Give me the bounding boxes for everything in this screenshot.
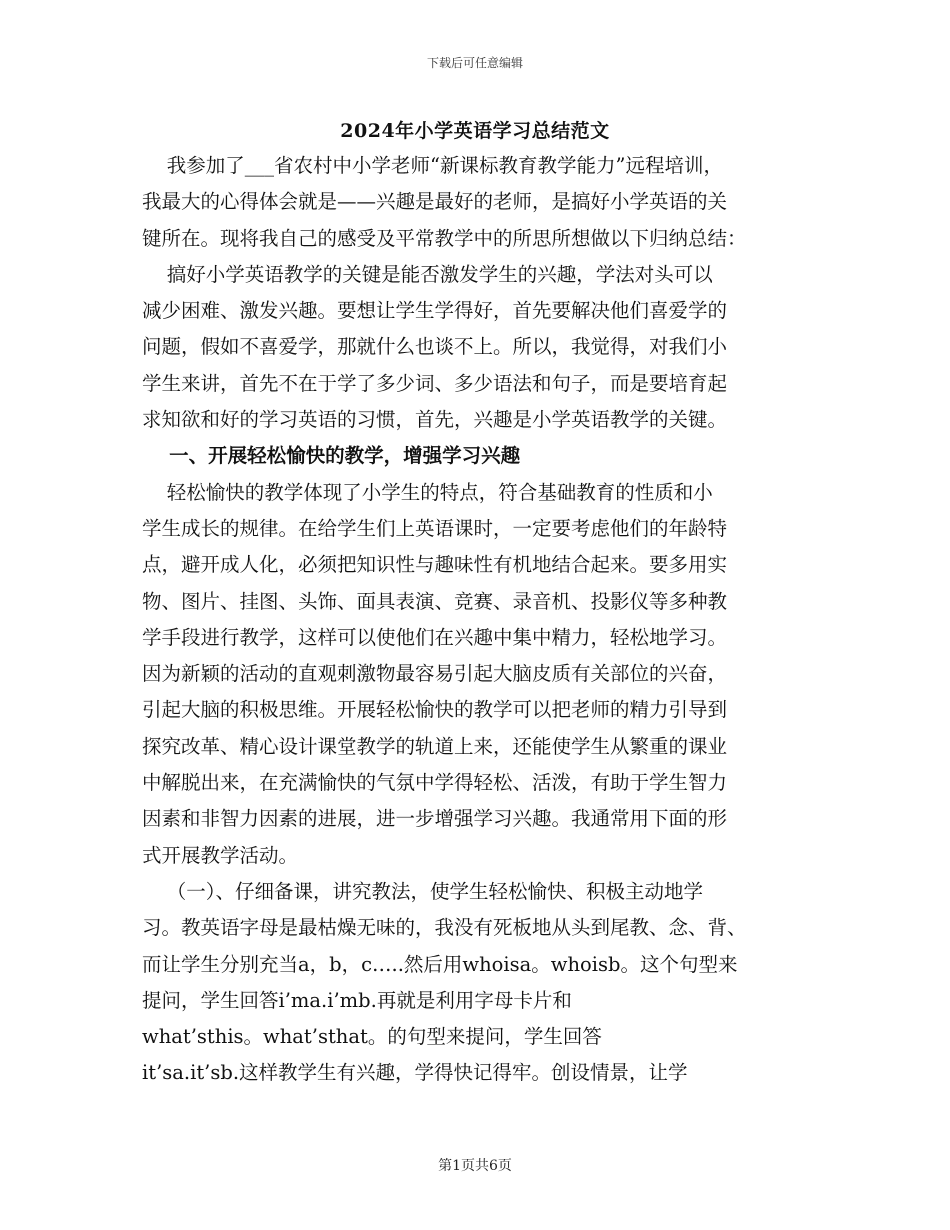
text-line: 提问，学生回答i’ma.i’mb.再就是利用字母卡片和 [142,988,572,1012]
text-line: what’sthis。what’sthat。的句型来提问，学生回答 [142,1025,602,1049]
text-line: 学手段进行教学，这样可以使他们在兴趣中集中精力，轻松地学习。 [142,625,728,649]
text-line: 键所在。现将我自己的感受及平常教学中的所思所想做以下归纳总结： [142,226,747,250]
text-line: 因为新颖的活动的直观刺激物最容易引起大脑皮质有关部位的兴奋， [142,662,728,686]
text-line: 物、图片、挂图、头饰、面具表演、竞赛、录音机、投影仪等多种教 [142,589,728,613]
text-line: （一）、仔细备课，讲究教法，使学生轻松愉快、积极主动地学 [142,879,704,903]
text-line: 习。教英语字母是最枯燥无味的，我没有死板地从头到尾教、念、背、 [142,916,747,940]
text-line: 轻松愉快的教学体现了小学生的特点，符合基础教育的性质和小 [142,480,713,504]
text-line: 式开展教学活动。 [142,843,299,867]
text-line: 求知欲和好的学习英语的习惯，首先，兴趣是小学英语教学的关键。 [142,408,728,432]
text-line: 搞好小学英语教学的关键是能否激发学生的兴趣，学法对头可以 [142,262,713,286]
text-line: 因素和非智力因素的进展，进一步增强学习兴趣。我通常用下面的形 [142,807,728,831]
page-footer: 第1页共6页 [438,1158,512,1174]
text-line: 中解脱出来，在充满愉快的气氛中学得轻松、活泼，有助于学生智力 [142,771,728,795]
section-heading: 一、开展轻松愉快的教学，增强学习兴趣 [142,444,521,468]
text-line: it’sa.it’sb.这样教学生有兴趣，学得快记得牢。创设情景，让学 [142,1061,688,1085]
text-line: 我最大的心得体会就是——兴趣是最好的老师，是搞好小学英语的关 [142,190,728,214]
text-line: 学生成长的规律。在给学生们上英语课时，一定要考虑他们的年龄特 [142,516,728,540]
text-line: 而让学生分别充当a，b，c…..然后用whoisa。whoisb。这个句型来 [142,952,738,976]
document-body [142,148,812,1092]
text-line: 引起大脑的积极思维。开展轻松愉快的教学可以把老师的精力引导到 [142,698,728,722]
text-line: 我参加了___省农村中小学老师“新课标教育教学能力”远程培训， [142,154,723,177]
text-line: 问题，假如不喜爱学，那就什么也谈不上。所以，我觉得，对我们小 [142,335,728,359]
page-header-note: 下载后可任意编辑 [426,56,523,70]
document-title: 2024年小学英语学习总结范文 [340,120,610,142]
text-line: 减少困难、激发兴趣。要想让学生学得好，首先要解决他们喜爱学的 [142,299,728,323]
text-line: 点，避开成人化，必须把知识性与趣味性有机地结合起来。要多用实 [142,553,728,577]
text-line: 学生来讲，首先不在于学了多少词、多少语法和句子，而是要培育起 [142,371,728,395]
text-line: 探究改革、精心设计课堂教学的轨道上来，还能使学生从繁重的课业 [142,734,728,758]
